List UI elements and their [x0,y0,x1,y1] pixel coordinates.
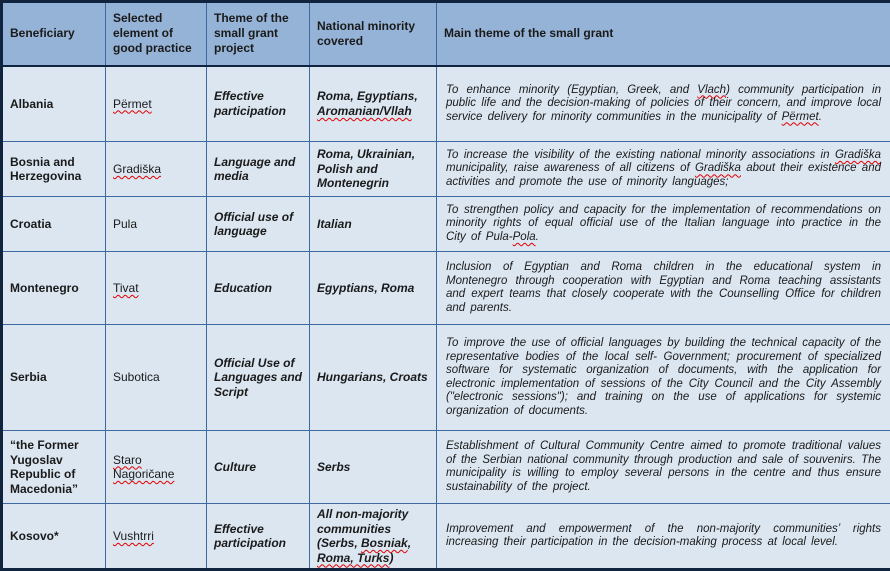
cell-main-theme: To increase the visibility of the existing national minority associations in Gradiška municipality, raise awareness of all citizens of Gradiška about their existence and activities and promote the use of minority languages; [437,142,890,197]
column-header-selected-element: Selected element of good practice [106,2,207,66]
cell-beneficiary: “the Former Yugoslav Republic of Macedonia” [2,431,106,504]
cell-main-theme: To strengthen policy and capacity for the implementation of recommendations on minority rights of equal official use of the Italian language into practice in the City of Pula-Pola. [437,197,890,252]
cell-minority: Serbs [310,431,437,504]
table-row-croatia [2,197,890,252]
cell-selected-element: Subotica [106,325,207,431]
cell-minority: All non-majority communities (Serbs, Bosniak, Roma, Turks) [310,504,437,570]
cell-minority: Italian [310,197,437,252]
table-row-montenegro [2,252,890,325]
cell-beneficiary: Bosnia and Herzegovina [2,142,106,197]
cell-theme: Culture [207,431,310,504]
table-header [2,2,890,66]
table-row-kosovo [2,504,890,570]
column-header-theme: Theme of the small grant project [207,2,310,66]
cell-selected-element: Pula [106,197,207,252]
cell-theme: Effective participation [207,504,310,570]
cell-beneficiary: Albania [2,66,106,142]
cell-minority: Roma, Egyptians, Aromanian/Vllah [310,66,437,142]
cell-main-theme: To improve the use of official languages by building the technical capacity of the representative bodies of the local self- Government; procurement of specialized software for systematic organization of documents, with the application for electronic implementation of sessions of the City Council and the City Assembly ("electronic sessions"); and training on the use of applications for systemic organization of documents. [437,325,890,431]
cell-main-theme: Establishment of Cultural Community Centre aimed to promote traditional values of the Serbian national community through production and sale of souvenirs. The municipality is willing to employ several persons in the centre and thus ensure sustainability of the project. [437,431,890,504]
cell-minority: Hungarians, Croats [310,325,437,431]
cell-main-theme: Inclusion of Egyptian and Roma children in the educational system in Montenegro through cooperation with Egyptian and Roma teaching assistants and expert teams that closely cooperate with the Counselling Office for children and parents. [437,252,890,325]
cell-selected-element: Tivat [106,252,207,325]
cell-beneficiary: Montenegro [2,252,106,325]
cell-main-theme: Improvement and empowerment of the non-majority communities’ rights increasing their participation in the decision-making process at local level. [437,504,890,570]
table-body [2,66,890,570]
column-header-minority: National minority covered [310,2,437,66]
cell-beneficiary: Kosovo* [2,504,106,570]
cell-selected-element: Përmet [106,66,207,142]
cell-beneficiary: Serbia [2,325,106,431]
cell-main-theme: To enhance minority (Egyptian, Greek, and Vlach) community participation in public life and the decision-making of policies of their concern, and improve local service delivery for minority communities in the municipality of Përmet. [437,66,890,142]
cell-selected-element: Staro Nagoričane [106,431,207,504]
cell-theme: Effective participation [207,66,310,142]
table-row-macedonia [2,431,890,504]
cell-theme: Education [207,252,310,325]
column-header-main-theme: Main theme of the small grant [437,2,890,66]
cell-theme: Official use of language [207,197,310,252]
cell-theme: Language and media [207,142,310,197]
table-row-serbia [2,325,890,431]
cell-minority: Roma, Ukrainian, Polish and Montenegrin [310,142,437,197]
cell-selected-element: Gradiška [106,142,207,197]
cell-beneficiary: Croatia [2,197,106,252]
cell-theme: Official Use of Languages and Script [207,325,310,431]
header-row [2,2,890,66]
cell-minority: Egyptians, Roma [310,252,437,325]
column-header-beneficiary: Beneficiary [2,2,106,66]
cell-selected-element: Vushtrri [106,504,207,570]
table-row-albania [2,66,890,142]
table-row-bosnia [2,142,890,197]
